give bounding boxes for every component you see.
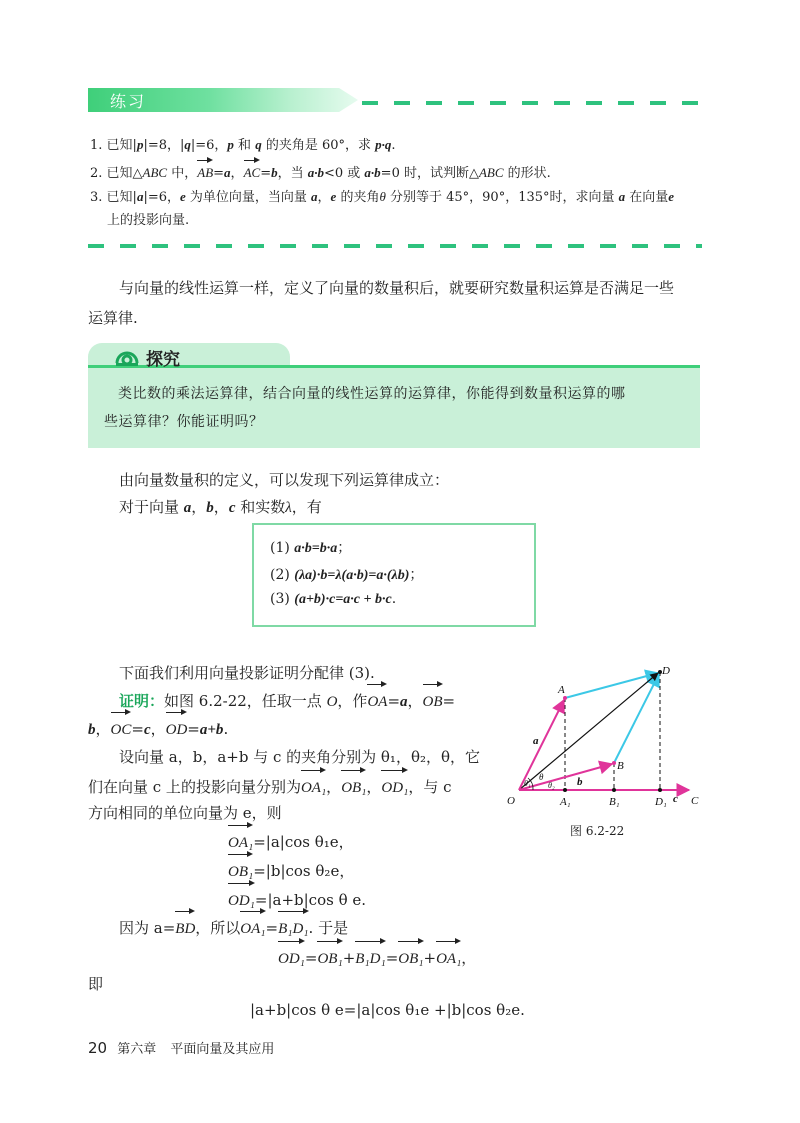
practice-bottom-divider (88, 244, 702, 248)
label-theta: θ (539, 772, 544, 782)
exercise-3-cont: 上的投影向量. (107, 213, 190, 228)
body-line-1: 由向量数量积的定义，可以发现下列运算律成立： (119, 471, 450, 489)
explore-title: 探究 (146, 350, 180, 370)
explore-line-1: 类比数的乘法运算律，结合向量的线性运算的运算律，你能得到数量积运算的哪 (118, 386, 626, 402)
label-vec-b: b (577, 776, 583, 788)
formula-sum: OD₁=OB₁+B₁D₁=OB₁+OA₁， (278, 940, 476, 975)
point-a (563, 696, 567, 700)
formula-final: |a+b|cos θ e=|a|cos θ₁e +|b|cos θ₂e. (250, 1001, 525, 1019)
point-d1 (658, 788, 662, 792)
proof-intro: 下面我们利用向量投影证明分配律 (3). (119, 664, 375, 682)
point-b (612, 761, 616, 765)
label-a: A (558, 684, 565, 696)
rule-2: (2) (λa)·b=λ(a·b)=a·(λb)； (270, 567, 424, 583)
intro-line-2: 运算律. (88, 309, 138, 327)
page-number: 20 (88, 1039, 108, 1057)
formula-od1: OD₁=|a+b|cos θ e. (228, 882, 366, 917)
rule-3: (3) (a+b)·c=a·c + b·c. (270, 591, 397, 607)
label-vec-c: c (673, 793, 678, 805)
label-a1: A₁ (560, 796, 571, 808)
proof-line-4: 们在向量 c 上的投影向量分别为OA₁，OB₁，OD₁，与 c (88, 769, 451, 804)
figure-6-2-22 (505, 660, 705, 810)
rule-1: (1) a·b=b·a； (270, 540, 352, 556)
body-line-2: 对于向量 a，b，c 和实数λ，有 (119, 498, 322, 516)
footer: 20 第六章 平面向量及其应用 (88, 1039, 275, 1057)
proof-line-6: 因为 a=BD，所以OA₁=B₁D₁. 于是 (119, 910, 348, 945)
formula-oa1: OA₁=|a|cos θ₁e， (228, 824, 354, 859)
proof-line-1: 证明：如图 6.2-22，任取一点 O，作OA=a，OB= (119, 683, 455, 718)
proof-line-2: b，OC=c，OD=a+b. (88, 711, 228, 746)
formula-ob1: OB₁=|b|cos θ₂e， (228, 853, 354, 888)
label-b1: B₁ (609, 796, 620, 808)
explore-line-2: 些运算律？你能证明吗？ (104, 414, 264, 430)
label-theta1: θ₁ (524, 779, 531, 788)
proof-line-3: 设向量 a，b，a+b 与 c 的夹角分别为 θ₁，θ₂，θ，它 (119, 748, 481, 766)
figure-caption: 图 6.2-22 (570, 824, 625, 838)
label-theta2: θ₂ (548, 781, 555, 790)
point-a1 (563, 788, 567, 792)
proof-ji: 即 (88, 975, 104, 993)
practice-title: 练习 (110, 92, 147, 111)
intro-line-1: 与向量的线性运算一样，定义了向量的数量积后，就要研究数量积运算是否满足一些 (119, 279, 675, 297)
label-d1: D₁ (655, 796, 667, 808)
exercise-3: 3. 已知|a|=6，e 为单位向量，当向量 a，e 的夹角θ 分别等于 45°，90°，135°时，求向量 a 在向量e (90, 189, 675, 205)
explore-icon (114, 346, 140, 368)
exercise-1: 1. 已知|p|=8，|q|=6，p 和 q 的夹角是 60°，求 p·q. (90, 137, 396, 153)
practice-top-divider (362, 101, 702, 105)
label-c: C (691, 795, 699, 807)
point-b1 (612, 788, 616, 792)
exercise-2: 2. 已知△ABC 中，AB=a，AC=b，当 a·b<0 或 a·b=0 时，试判断△ABC 的形状. (90, 159, 551, 185)
label-o: O (507, 795, 515, 807)
edge-bd (614, 674, 659, 763)
label-b: B (617, 760, 624, 772)
label-vec-a: a (533, 735, 539, 747)
label-d: D (662, 665, 670, 677)
proof-line-5: 方向相同的单位向量为 e，则 (88, 804, 282, 822)
